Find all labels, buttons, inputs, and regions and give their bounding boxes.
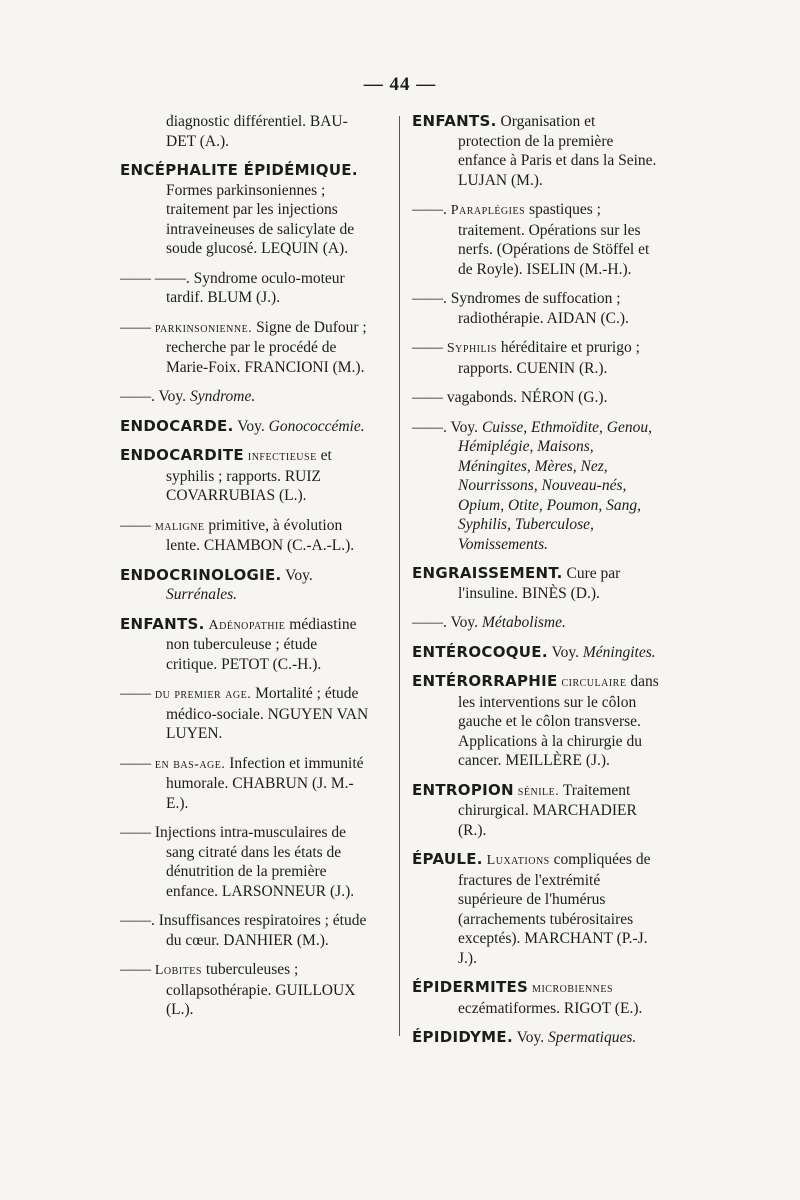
entry-text: Organisation et protection de la première enfance à Paris et dans la Seine. LUJAN (M.). [458,113,657,189]
entry-text: Voy. [450,418,479,436]
index-entry [412,672,662,771]
entry-continuation: diagnostic différentiel. BAU-DET (A.). [166,113,348,150]
column-divider [399,116,400,1036]
index-entry [120,112,370,151]
entry-text: Traitement chirurgical. MARCHADIER (R.). [458,781,637,839]
entry-heading: ENTÉROCOQUE. [412,642,548,661]
repeat-dash: —— ——. [120,269,190,287]
entry-text: Formes parkinsoniennes ; traitement par les injections intraveineuses de salicylate de soude glucosé. LEQUIN (A). [166,181,355,257]
entry-heading: ENDOCRINOLOGIE. [120,565,282,584]
entry-text: Voy. [285,566,313,584]
index-entry [412,850,662,968]
left-column [120,112,370,1030]
index-entry [412,112,662,190]
entry-subheading: Luxations [486,853,550,868]
repeat-dash: —— [120,754,151,772]
entry-heading: ENDOCARDITE [120,446,244,464]
repeat-dash: —— [120,961,151,978]
repeat-dash: ——. [412,614,447,631]
entry-text: Infection et immunité humorale. CHABRUN (J. M.-E.). [166,754,364,812]
entry-subheading: Paraplégies [450,203,526,218]
index-entry [412,388,662,408]
entry-text: et syphilis ; rapports. RUIZ COVARRUBIAS (L.). [166,447,332,504]
index-entry [412,289,662,328]
entry-subheading: en bas-age. [154,756,226,772]
repeat-dash: ——. [412,201,447,218]
repeat-dash: —— [412,389,443,406]
entry-text: Voy. [158,388,187,405]
index-entry [120,960,370,1020]
entry-heading: ÉPIDERMITES [412,978,529,996]
entry-subheading: circulaire [561,675,627,690]
entry-heading: ENGRAISSEMENT. [412,564,563,582]
entry-heading: ENTÉRORRAPHIE [412,672,558,690]
index-entry [120,754,370,814]
entry-heading: ENFANTS. [120,614,205,633]
index-entry [412,613,662,633]
index-entry [120,615,370,675]
entry-text: médiastine non tuberculeuse ; étude critique. PETOT (C.-H.). [166,615,357,673]
see-also-reference: Spermatiques. [548,1029,637,1046]
entry-heading: ÉPAULE. [412,850,483,868]
index-entry [120,417,370,437]
index-entry [120,446,370,506]
entry-heading: ENFANTS. [412,112,497,130]
repeat-dash: —— [412,339,443,356]
entry-text: Syndromes de suffocation ; radiothérapie. AIDAN (C.). [450,290,629,327]
see-also-reference: Gonococcémie. [268,417,365,435]
index-entry [412,200,662,279]
see-also-reference: Surrénales. [166,586,238,603]
index-entry [412,1028,662,1048]
see-also-reference: Cuisse, Ethmoïdite, Genou, Hémiplégie, Maisons, Méningites, Mères, Nez, Nourrissons, Nouveau-nés, Opium, Otite, Poumon, Sang, Syphilis, Tuberculose, Vomissements. [458,418,652,553]
entry-text: Mortalité ; étude médico-sociale. NGUYEN VAN LUYEN. [166,685,369,742]
entry-text: Insuffisances respiratoires ; étude du cœur. DANHIER (M.). [158,912,367,949]
entry-text: spastiques ; traitement. Opérations sur les nerfs. (Opérations de Stöffel et de Royle). ISELIN (M.-H.). [458,201,650,278]
entry-text: primitive, à évolution lente. CHAMBON (C.-A.-L.). [166,516,355,554]
entry-subheading: infectieuse [247,449,317,464]
entry-text: eczématiformes. RIGOT (E.). [458,999,643,1017]
repeat-dash: ——. [120,912,155,929]
entry-subheading: microbiennes [532,981,614,996]
repeat-dash: —— [120,685,151,702]
index-entry [412,338,662,378]
index-entry [120,684,370,744]
entry-subheading: parkinsonienne. [154,320,253,336]
index-entry [120,161,370,259]
entry-text: héréditaire et prurigo ; rapports. CUENIN (R.). [458,339,640,377]
entry-text: Syndrome oculo-moteur tardif. BLUM (J.). [166,269,345,306]
index-entry [412,418,662,555]
index-entry [120,911,370,950]
entry-text: compliquées de fractures de l'extrémité supérieure de l'humérus (arrachements tubérositaires exceptés). MARCHANT (P.-J. J.). [458,851,651,967]
entry-heading: ENTROPION [412,780,514,799]
entry-subheading: sénile. [517,783,560,799]
entry-subheading: Syphilis [446,341,497,356]
index-entry [120,823,370,901]
index-entry [120,387,370,407]
index-entry [412,978,662,1018]
repeat-dash: ——. [412,290,447,307]
index-entry [412,564,662,603]
entry-text: dans les interventions sur le côlon gauche et le côlon transverse. Applications à la chirurgie du cancer. MEILLÈRE (J.). [458,673,659,769]
entry-subheading: Adénopathie [208,617,286,633]
entry-text: vagabonds. NÉRON (G.). [446,389,608,406]
see-also-reference: Métabolisme. [481,614,566,631]
entry-subheading: du premier age. [154,687,252,702]
entry-text: Voy. [516,1029,545,1046]
right-column [412,112,662,1058]
index-entry [412,643,662,663]
entry-subheading: maligne [154,518,205,534]
entry-heading: ENDOCARDE. [120,416,234,435]
entry-text: Voy. [237,417,265,435]
entry-text: Cure par l'insuline. BINÈS (D.). [458,565,621,602]
repeat-dash: —— [120,516,151,534]
repeat-dash: —— [120,824,151,841]
index-entry [120,566,370,605]
see-also-reference: Syndrome. [189,388,256,405]
index-entry [120,516,370,556]
repeat-dash: —— [120,318,151,336]
page-number: — 44 — [363,74,437,95]
index-entry [120,269,370,308]
entry-text: Voy. [551,643,580,661]
entry-text: tuberculeuses ; collapsothérapie. GUILLOUX (L.). [166,961,356,1018]
repeat-dash: ——. [120,388,155,405]
entry-heading: ENCÉPHALITE ÉPIDÉMIQUE. [120,161,358,179]
entry-heading: ÉPIDIDYME. [412,1028,513,1046]
entry-text: Voy. [450,614,479,631]
see-also-reference: Méningites. [582,643,656,661]
index-entry [412,781,662,841]
repeat-dash: ——. [412,418,447,436]
entry-text: Injections intra-musculaires de sang citraté dans les états de dénutrition de la première enfance. LARSONNEUR (J.). [154,824,355,900]
entry-subheading: Lobites [154,963,202,978]
entry-text: Signe de Dufour ; recherche par le procédé de Marie-Foix. FRANCIONI (M.). [166,318,367,376]
index-entry [120,318,370,378]
